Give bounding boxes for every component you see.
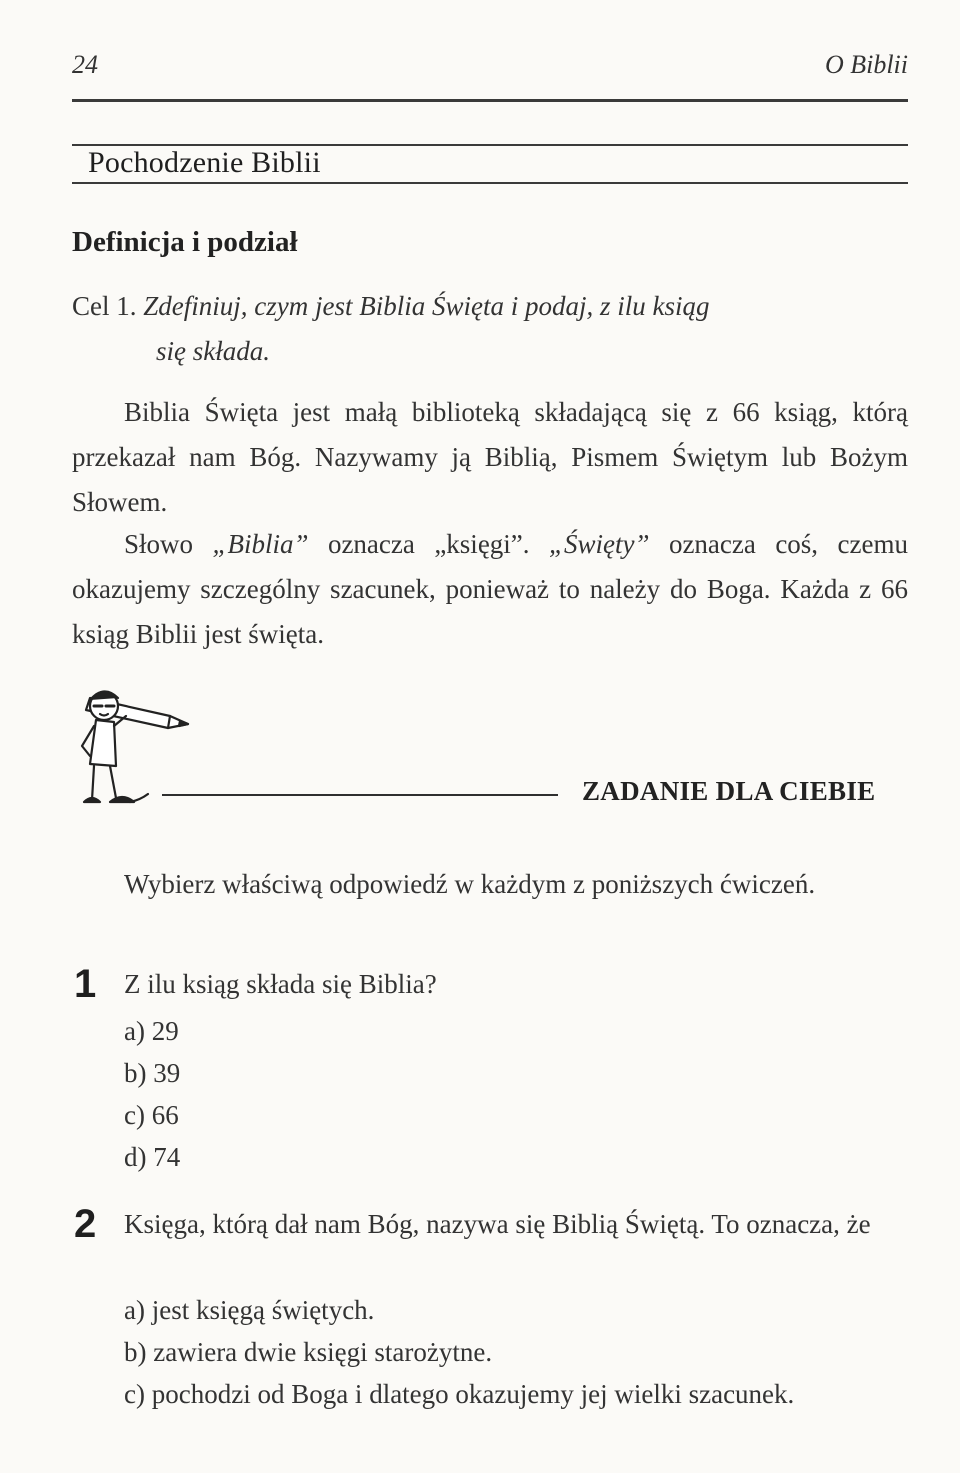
- header-rule: [72, 99, 908, 102]
- paragraph-definition: Biblia Święta jest małą biblioteką składającą się z 66 ksiąg, którą przekazał nam Bóg. Nazywamy ją Biblią, Pismem Świętym lub Bożym Słowem.: [72, 397, 908, 517]
- paragraph-meaning: [72, 522, 908, 657]
- running-header: [72, 50, 908, 90]
- question-1-text: Z ilu ksiąg składa się Biblia?: [124, 969, 437, 999]
- question-1-option-a[interactable]: a) 29: [124, 1016, 179, 1046]
- question-2-options: [124, 1289, 794, 1415]
- p2-term-biblia: „Biblia”: [212, 529, 309, 559]
- p2-part-c: oznacza „księgi”.: [308, 529, 549, 559]
- question-2-text: Księga, którą dał nam Bóg, nazywa się Biblią Świętą. To oznacza, że: [124, 1209, 871, 1239]
- pencil-boy-illustration: [70, 676, 200, 824]
- goal-text-line2: się składa.: [156, 336, 270, 366]
- p2-part-a: Słowo: [124, 529, 213, 559]
- question-1-option-b[interactable]: b) 39: [124, 1058, 181, 1088]
- question-1-option-d[interactable]: d) 74: [124, 1142, 181, 1172]
- section-title: Pochodzenie Biblii: [88, 146, 321, 179]
- p2-part-e: oznacza coś, czemu okazujemy szczególny szacunek, ponieważ to należy do Boga. Każda z 66 ksiąg Biblii jest święta.: [72, 529, 908, 649]
- question-2-option-a[interactable]: a) jest księgą świętych.: [124, 1295, 375, 1325]
- section-title-box: [72, 144, 908, 184]
- running-title: O Biblii: [824, 50, 908, 79]
- learning-goal: [72, 284, 908, 374]
- page-number: 24: [72, 50, 98, 79]
- task-instruction: Wybierz właściwą odpowiedź w każdym z poniższych ćwiczeń.: [124, 869, 816, 899]
- goal-text-line1: Zdefiniuj, czym jest Biblia Święta i podaj, z ilu ksiąg: [143, 291, 710, 321]
- question-1-option-c[interactable]: c) 66: [124, 1100, 179, 1130]
- task-rule: [162, 794, 558, 796]
- task-title: ZADANIE DLA CIEBIE: [582, 776, 876, 806]
- p2-term-swiety: „Święty”: [548, 529, 650, 559]
- goal-label: Cel 1.: [72, 291, 137, 321]
- question-1-options: [124, 1010, 180, 1178]
- question-2-option-c[interactable]: c) pochodzi od Boga i dlatego okazujemy jej wielki szacunek.: [124, 1379, 795, 1409]
- subsection-title: Definicja i podział: [72, 226, 298, 258]
- question-2-option-b[interactable]: b) zawiera dwie księgi starożytne.: [124, 1337, 493, 1367]
- question-1-number: 1: [74, 962, 97, 1006]
- question-2-number: 2: [74, 1202, 97, 1246]
